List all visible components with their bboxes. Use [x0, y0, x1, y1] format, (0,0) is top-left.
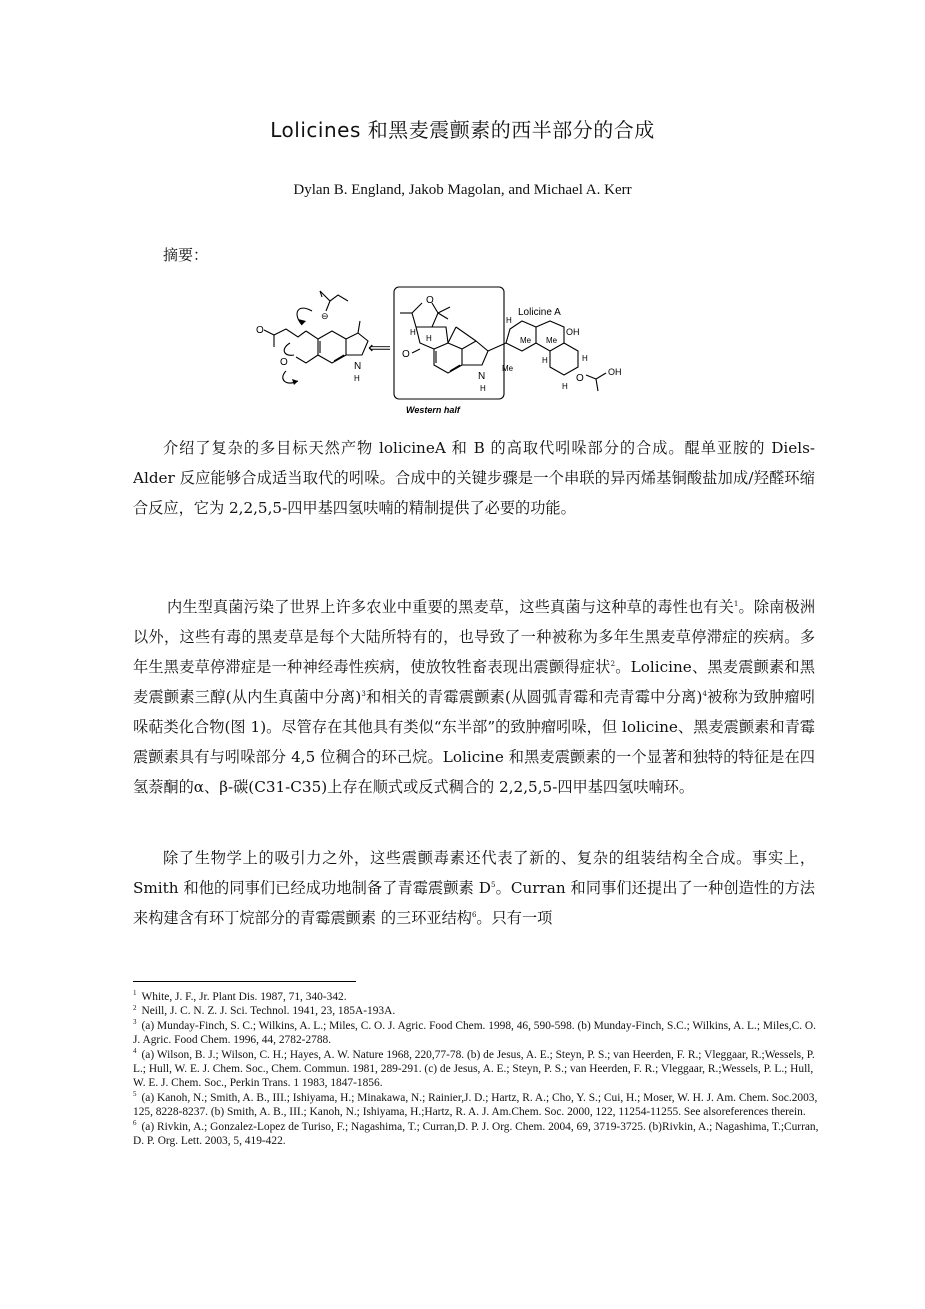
footnote: [133, 1091, 819, 1120]
footnote-number: 5: [133, 1090, 137, 1099]
svg-text:N: N: [354, 361, 362, 372]
intro-text-1d: 和相关的青霉震颤素(从圆弧青霉和壳青霉中分离): [365, 688, 703, 706]
intro-text-1a: 内生型真菌污染了世界上许多农业中重要的黑麦草，这些真菌与这种草的毒性也有关: [167, 598, 734, 616]
svg-text:H: H: [582, 354, 588, 363]
svg-text:H: H: [562, 382, 568, 391]
page-title: Lolicines 和黑麦震颤素的西半部分的合成: [270, 118, 655, 142]
svg-text:N: N: [478, 371, 486, 382]
enone-indole-fragment: [256, 321, 368, 385]
footnote-text: Neill, J. C. N. Z. J. Sci. Technol. 1941, 23, 185A-193A.: [141, 1005, 396, 1018]
footnote: [133, 990, 819, 1004]
intro-text-2c: 。只有一项: [476, 909, 553, 927]
svg-text:H: H: [542, 356, 548, 365]
ref-marker-3: 3: [361, 689, 366, 698]
svg-text:O: O: [402, 349, 410, 360]
footnote-number: 2: [133, 1003, 137, 1012]
svg-text:OH: OH: [608, 367, 622, 377]
svg-text:H: H: [410, 328, 416, 337]
lolicine-a-label: Lolicine A: [518, 307, 561, 318]
svg-text:H: H: [480, 384, 486, 393]
ref-marker-5: 5: [491, 880, 496, 889]
footnote-number: 1: [133, 989, 137, 998]
retro-arrow: ⟸: [368, 340, 391, 357]
ref-marker-1: 1: [733, 599, 739, 608]
footnote-number: 3: [133, 1018, 137, 1027]
svg-text:O: O: [256, 325, 264, 336]
footnote-text: (a) Munday-Finch, S. C.; Wilkins, A. L.; Miles, C. O. J. Agric. Food Chem. 1998, 46, 590-598. (b) Munday-Finch, S.C.; Wilkins, A. L.; Miles,C. O. J. Agric. Food Chem. 1996, 44, 2782-2788.: [133, 1019, 817, 1047]
negative-charge: ⊖: [321, 311, 329, 321]
footnote-text: (a) Kanoh, N.; Smith, A. B., III.; Ishiyama, H.; Minakawa, N.; Rainier,J. D.; Hartz, R. A.; Cho, Y. S.; Cui, H.; Moser, W. H. J. Am. Chem. Soc.2003, 125, 8228-8237. (b) Smith, A. B., III.; Kanoh, N.; Ishiyama, H.;Hartz, R. A. J. Am.Chem. Soc. 2000, 122, 11254-11255. See alsoreferences therein.: [133, 1091, 818, 1119]
svg-text:H: H: [426, 334, 432, 343]
footnotes: [133, 990, 819, 1148]
svg-text:OH: OH: [566, 327, 580, 337]
authors: Dylan B. England, Jakob Magolan, and Michael A. Kerr: [293, 182, 632, 198]
ref-marker-2: 2: [610, 659, 616, 668]
intro-text-2a: 除了生物学上的吸引力之外，这些震颤毒素还代表了新的、复杂的组装结构全合成。事实上，Smith 和他的同事们已经成功地制备了青霉震颤素 D: [133, 849, 815, 897]
western-half-label: Western half: [406, 405, 460, 415]
intro-text-1b: 。除南极洲以外，这些有毒的黑麦草是每个大陆所特有的，也导致了一种被称为多年生黑麦草停滞症的疾病。多年生黑麦草停滞症是一种神经毒性疾病，使放牧牲畜表现出震颤得症状: [133, 598, 816, 676]
svg-text:O: O: [426, 295, 434, 306]
svg-text:O: O: [280, 357, 288, 368]
eastern-half-structure: [488, 316, 622, 391]
western-half-structure: [400, 295, 488, 393]
footnote-number: 4: [133, 1046, 137, 1055]
footnote: [133, 1019, 819, 1048]
retrosynthesis-scheme: [250, 283, 630, 423]
svg-text:O: O: [576, 373, 584, 384]
footnote-text: White, J. F., Jr. Plant Dis. 1987, 71, 340-342.: [141, 991, 347, 1003]
footnote: [133, 1004, 819, 1018]
abstract-paragraph: 介绍了复杂的多目标天然产物 lolicineA 和 B 的高取代吲哚部分的合成。醌单亚胺的 Diels-Alder 反应能够合成适当取代的吲哚。合成中的关键步骤是一个串联的异丙烯基铜酸盐加成/羟醛环缩合反应，它为 2,2,5,5-四甲基四氢呋喃的精制提供了必要的功能。: [133, 439, 815, 517]
svg-text:H: H: [506, 316, 512, 325]
footnote-text: (a) Rivkin, A.; Gonzalez-Lopez de Turiso, F.; Nagashima, T.; Curran,D. P. J. Org. Chem. 2004, 69, 3719-3725. (b)Rivkin, A.; Nagashima, T.;Curran, D. P. Org. Lett. 2003, 5, 419-422.: [133, 1120, 819, 1148]
intro-text-1e: 被称为致肿瘤吲哚萜类化合物(图 1)。尽管存在其他具有类似“东半部”的致肿瘤吲哚，但 lolicine、黑麦震颤素和青霉震颤素具有与吲哚部分 4,5 位稠合的环己烷。Lolicine 和黑麦震颤素的一个显著和独特的特征是在四氢萘酮的α、β-碳(C31-C35)上存在顺式或反式稠合的 2,2,5,5-四甲基四氢呋喃环。: [133, 688, 816, 796]
svg-text:Me: Me: [520, 336, 532, 345]
svg-text:Me: Me: [502, 364, 514, 373]
intro-paragraph-1: [133, 592, 815, 802]
footnote-text: (a) Wilson, B. J.; Wilson, C. H.; Hayes, A. W. Nature 1968, 220,77-78. (b) de Jesus, A. E.; Steyn, P. S.; van Heerden, F. R.; Vleggaar, R.;Wessels, P. L.; Hull, W. E. J. Chem. Soc., Chem. Commun. 1981, 289-291. (c) de Jesus, A. E.; Steyn, P. S.; van Heerden, F. R.; Vleggaar, R.;Wessels, P. L.; Hull, W. E. J. Chem. Soc., Perkin Trans. 1 1983, 1847-1856.: [133, 1048, 815, 1090]
svg-text:Me: Me: [546, 336, 558, 345]
ref-marker-4: 4: [702, 689, 707, 698]
ref-marker-6: 6: [471, 910, 477, 919]
svg-text:H: H: [354, 374, 360, 383]
footnote: [133, 1048, 819, 1091]
isopropenyl-fragment: [297, 291, 348, 325]
footnote-number: 6: [133, 1118, 137, 1127]
footnote: [133, 1120, 819, 1149]
intro-paragraph-2: [133, 843, 815, 933]
abstract-label: 摘要：: [163, 246, 209, 264]
intro-text-1c: 。Lolicine、黑麦震颤素和黑麦震颤素三醇(从内生真菌中分离): [133, 658, 816, 706]
intro-text-2b: 。Curran 和同事们还提出了一种创造性的方法来构建含有环丁烷部分的青霉震颤素 的三环亚结构: [133, 879, 815, 927]
footnote-divider: [133, 981, 356, 982]
